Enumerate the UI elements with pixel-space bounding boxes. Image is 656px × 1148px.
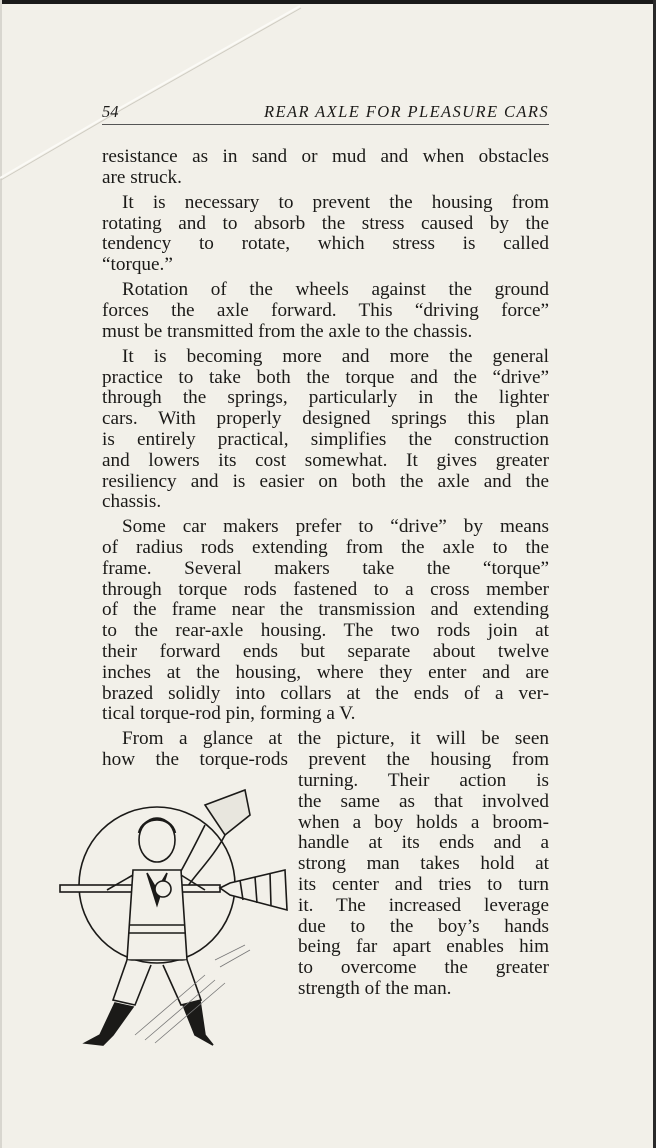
- text-line: It is becoming more and more the general: [122, 345, 549, 367]
- text-line: resistance as in sand or mud and when obstacles: [102, 146, 549, 167]
- text-line: how the torque-rods prevent the housing from: [102, 749, 549, 771]
- boy-right-boot: [183, 1001, 213, 1045]
- text-line: inches at the housing, where they enter and are: [102, 661, 549, 683]
- running-head-title: REAR AXLE FOR PLEASURE CARS: [264, 102, 549, 121]
- boy-left-boot: [85, 1003, 133, 1045]
- text-line: the same as that involved: [298, 790, 549, 812]
- man-sleeve: [205, 790, 250, 835]
- text-line: through torque rods fastened to a cross member: [102, 578, 549, 600]
- text-line: forces the axle forward. This “driving force”: [102, 299, 549, 321]
- text-line: their forward ends but separate about twelve: [102, 641, 549, 663]
- paragraph: [102, 193, 549, 276]
- text-line: being far apart enables him: [298, 936, 549, 958]
- text-line: “torque.”: [102, 254, 173, 276]
- text-line: must be transmitted from the axle to the chassis.: [102, 320, 473, 342]
- text-line: cars. With properly designed springs this plan: [102, 408, 549, 430]
- text-line: handle at its ends and a: [298, 832, 549, 854]
- text-line: it. The increased leverage: [298, 894, 549, 916]
- text-line: is entirely practical, simplifies the construction: [102, 428, 549, 450]
- text-line: Rotation of the wheels against the ground: [122, 279, 549, 301]
- running-header: [102, 100, 549, 125]
- paragraph: [102, 347, 549, 513]
- text-line: turning. Their action is: [298, 770, 549, 792]
- page-number: 54: [102, 102, 119, 121]
- paragraph: [102, 517, 549, 725]
- text-line: It is necessary to prevent the housing from: [122, 191, 549, 213]
- text-line: practice to take both the torque and the “drive”: [102, 366, 549, 388]
- text-line: are struck.: [102, 166, 182, 188]
- text-line: its center and tries to turn: [298, 874, 549, 896]
- text-line: brazed solidly into collars at the ends of a ver-: [102, 682, 549, 704]
- text-line: chassis.: [102, 491, 162, 513]
- text-line: tical torque-rod pin, forming a V.: [102, 703, 356, 725]
- text-line: resiliency and is easier on both the axle and the: [102, 470, 549, 492]
- text-line: through the springs, particularly in the lighter: [102, 387, 549, 409]
- text-line: Some car makers prefer to “drive” by means: [122, 516, 549, 538]
- text-line: to overcome the greater: [298, 957, 549, 979]
- boy-with-broom-illustration: [55, 785, 295, 1055]
- text-line: strong man takes hold at: [298, 853, 549, 875]
- text-line: frame. Several makers take the “torque”: [102, 557, 549, 579]
- broom-head: [220, 870, 287, 910]
- text-line: rotating and to absorb the stress caused by the: [102, 212, 549, 234]
- text-line: tendency to rotate, which stress is called: [102, 233, 549, 255]
- text-line: to the rear-axle housing. The two rods join at: [102, 620, 549, 642]
- text-line: strength of the man.: [298, 978, 452, 1000]
- text-line: when a boy holds a broom-: [298, 811, 549, 833]
- text-line: due to the boy’s hands: [298, 915, 549, 937]
- text-line: and lowers its cost somewhat. It gives greater: [102, 449, 549, 471]
- paragraph: [102, 147, 549, 189]
- paragraph: [102, 280, 549, 342]
- text-line: From a glance at the picture, it will be seen: [122, 728, 549, 750]
- text-line: of radius rods extending from the axle to the: [102, 537, 549, 559]
- text-line: of the frame near the transmission and extending: [102, 599, 549, 621]
